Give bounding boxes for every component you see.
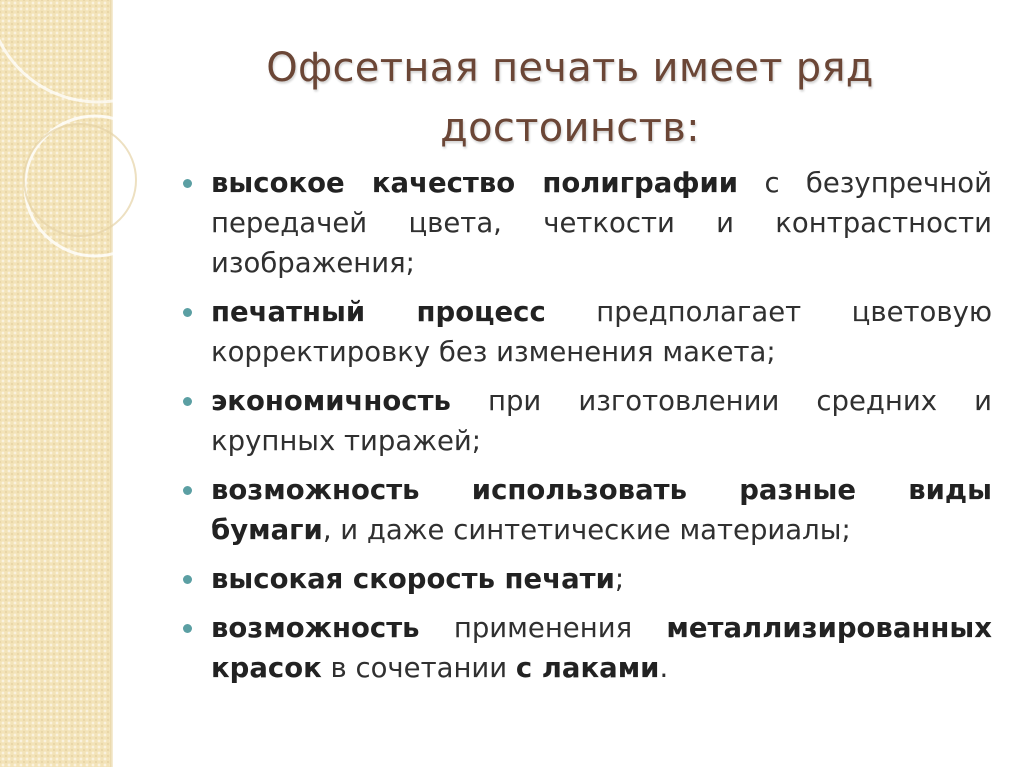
list-item-text: предполагает цветовую корректировку без изменения макета; [211,296,992,368]
list-item [180,559,992,599]
decorative-circles-icon [0,0,140,300]
list-item-text: с безупречной передачей цвета, четкости и контрастности изображения; [211,167,992,279]
list-item-bold-text: возможность использовать разные виды бумаги [211,474,992,546]
list-item-text: в сочетании [321,652,516,684]
list-item [180,608,992,688]
bullet-icon [183,308,192,317]
slide-title-line-2: достоинств: [440,105,700,151]
list-item-bold-text: экономичность [211,385,451,417]
list-item-bold-text: металлизированных красок [211,612,992,684]
list-item [180,381,992,461]
bullet-icon [183,624,192,633]
bullet-icon [183,397,192,406]
list-item-bold-text: возможность [211,612,420,644]
list-item-bold-text: печатный процесс [211,296,546,328]
bullet-icon [183,575,192,584]
slide-title-line-1: Офсетная печать имеет ряд [266,45,874,91]
slide-title [210,38,930,158]
list-item-bold-text: высокая скорость печати [211,563,615,595]
list-item-text: . [659,652,669,684]
list-item-bold-text: высокое качество полиграфии [211,167,739,199]
list-item-text: ; [614,563,625,595]
slide-content [180,163,992,697]
list-item-text: применения [419,612,667,644]
list-item-text: , и даже синтетические материалы; [322,514,851,546]
list-item [180,163,992,283]
list-item [180,292,992,372]
list-item [180,470,992,550]
list-item-bold-text: с лаками [515,652,660,684]
bullet-icon [183,486,192,495]
advantages-list [180,163,992,688]
list-item-text: при изготовлении средних и крупных тиражей; [211,385,992,457]
bullet-icon [183,179,192,188]
